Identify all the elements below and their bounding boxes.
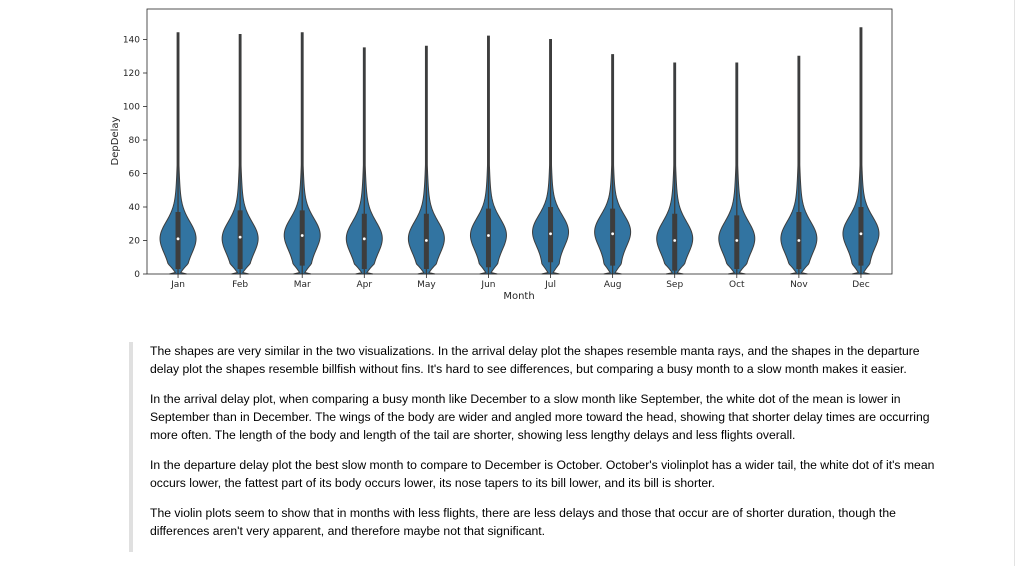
violin-median-dot (239, 236, 242, 239)
violin-median-dot (673, 239, 676, 242)
violin-median-dot (301, 234, 304, 237)
violin-median-dot (425, 239, 428, 242)
x-tick-label-may: May (417, 280, 436, 290)
y-tick-label: 120 (122, 69, 140, 79)
y-tick-label: 20 (128, 236, 140, 247)
plot-frame (147, 9, 892, 274)
x-tick-label-dec: Dec (852, 280, 870, 290)
y-axis (123, 36, 147, 281)
y-tick-label: 60 (128, 169, 140, 180)
violin-median-dot (797, 239, 800, 242)
note-paragraph-4: The violin plots seem to show that in months with less flights, there are less delays and those that occur are of shorter duration, though the differences aren't very apparent, and therefore maybe not that significant. (150, 506, 896, 538)
violin-median-dot (487, 234, 490, 237)
output-right-border (1014, 0, 1015, 566)
note-paragraph-1: The shapes are very similar in the two visualizations. In the arrival delay plot the shapes resemble manta rays, and the shapes in the departure delay plot the shapes resemble billfish without fins. It's hard to see differences, but comparing a busy month to a slow month makes it easier. (150, 344, 920, 376)
x-tick-label-oct: Oct (729, 280, 745, 290)
violin-median-dot (611, 232, 614, 235)
y-tick-label: 40 (128, 203, 140, 213)
note-paragraph-3: In the departure delay plot the best slow month to compare to December is October. October's violinplot has a wider tail, the white dot of it's mean occurs lower, the fattest part of its body occurs lower, its nose tapers to its bill lower, and its bill is shorter. (150, 458, 935, 490)
x-tick-label-mar: Mar (293, 280, 311, 290)
violin-median-dot (549, 232, 552, 235)
y-tick-label: 0 (134, 270, 140, 280)
note-paragraph-2: In the arrival delay plot, when comparing a busy month like December to a slow month like September, the white dot of the mean is lower in September than in December. The wings of the body are wider and angled more toward the head, showing that shorter delay times are occurring more often. The length of the body and length of the tail are shorter, showing less lengthy delays and less flights overall. (150, 392, 930, 442)
violin-median-dot (363, 237, 366, 240)
violin-median-dot (735, 239, 738, 242)
y-tick-label: 80 (128, 136, 140, 146)
violin-median-dot (860, 232, 863, 235)
x-axis-title: Month (503, 291, 535, 302)
x-tick-label-jul: Jul (545, 280, 556, 290)
violin-median-dot (177, 237, 180, 240)
y-axis-title: DepDelay (110, 116, 121, 166)
x-tick-label-apr: Apr (356, 280, 373, 290)
violins-group (160, 28, 879, 274)
notes-blockquote (129, 342, 950, 552)
x-tick-label-sep: Sep (666, 280, 684, 290)
x-tick-label-feb: Feb (232, 280, 249, 290)
y-tick-label: 100 (122, 102, 140, 113)
x-tick-label-nov: Nov (790, 280, 808, 290)
x-axis (170, 274, 870, 290)
y-tick-label: 140 (122, 35, 140, 46)
x-tick-label-jun: Jun (481, 280, 496, 290)
x-tick-label-jan: Jan (171, 280, 185, 290)
x-tick-label-aug: Aug (603, 280, 622, 290)
